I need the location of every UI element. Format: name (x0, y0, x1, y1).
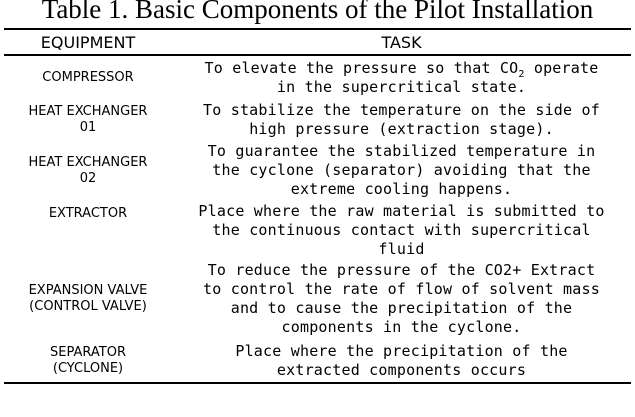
task-line: high pressure (extraction stage). (249, 119, 554, 138)
table-row-heat-exchanger-02 (4, 140, 631, 201)
table-row-separator (4, 339, 631, 383)
table-row-extractor (4, 201, 631, 259)
task-cell (172, 339, 631, 383)
equipment-line: 02 (79, 170, 97, 186)
equipment-line: (CYCLONE) (52, 360, 124, 376)
equipment-cell (4, 55, 172, 99)
task-line: the cyclone (separator) avoiding that the (212, 161, 591, 179)
equipment-line: HEAT EXCHANGER (28, 154, 148, 170)
task-cell (172, 259, 631, 339)
task-line: and to cause the precipitation of the (230, 299, 573, 317)
equipment-cell (4, 259, 172, 339)
table-caption: Table 1. Basic Components of the Pilot Installation (41, 0, 594, 24)
equipment-line: SEPARATOR (50, 344, 126, 360)
table-row-compressor (4, 55, 631, 99)
task-line: fluid (378, 239, 425, 258)
task-line: components in the cyclone. (281, 318, 522, 336)
task-column-header: TASK (172, 29, 631, 55)
equipment-cell (4, 99, 172, 140)
task-line: To reduce the pressure of the CO2+ Extract (207, 261, 596, 279)
equipment-line: EXTRACTOR (48, 206, 128, 221)
task-text: To elevate the pressure so that CO (204, 58, 519, 77)
equipment-line: EXPANSION VALVE (28, 283, 148, 298)
equipment-cell (4, 201, 172, 259)
task-cell (172, 99, 631, 140)
task-line (172, 59, 631, 78)
task-line: in the supercritical state. (276, 77, 527, 96)
equipment-column-header: EQUIPMENT (4, 29, 172, 55)
task-line: extracted components occurs (276, 360, 527, 379)
equipment-cell (4, 140, 172, 201)
task-line: the continuous contact with supercritical (212, 220, 591, 239)
task-line: Place where the precipitation of the (235, 341, 568, 360)
task-line: Place where the raw material is submitted to (198, 201, 605, 220)
equipment-line: 01 (79, 119, 97, 135)
components-table (4, 28, 631, 384)
table-header-row (4, 29, 631, 55)
task-cell (172, 55, 631, 99)
table-row-heat-exchanger-01 (4, 99, 631, 140)
task-cell (172, 201, 631, 259)
equipment-line: COMPRESSOR (42, 69, 134, 85)
task-text: operate (524, 58, 599, 77)
subscript-2: 2 (518, 68, 525, 80)
task-line: To stabilize the temperature on the side of (203, 100, 600, 119)
equipment-line: HEAT EXCHANGER (28, 103, 148, 119)
table-row-expansion-valve (4, 259, 631, 339)
equipment-cell (4, 339, 172, 383)
task-cell (172, 140, 631, 201)
task-line: To guarantee the stabilized temperature in (207, 142, 596, 160)
task-line: extreme cooling happens. (290, 180, 513, 198)
equipment-line: (CONTROL VALVE) (29, 299, 147, 314)
task-line: to control the rate of flow of solvent mass (203, 280, 600, 298)
